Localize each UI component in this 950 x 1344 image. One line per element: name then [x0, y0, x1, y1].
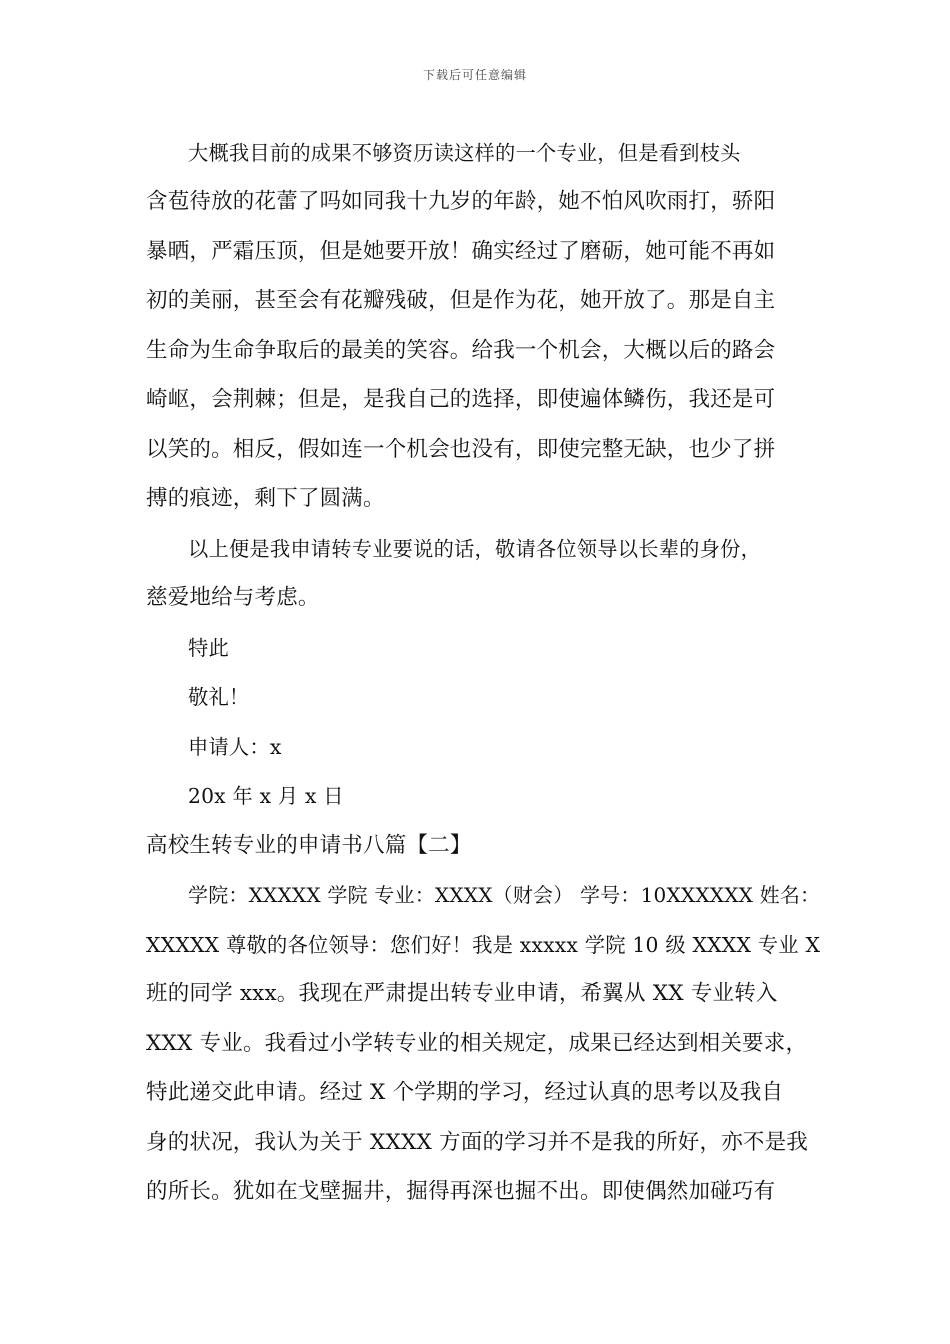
paragraph-line: 崎岖，会荆棘；但是，是我自己的选择，即使遍体鳞伤，我还是可 [146, 387, 776, 412]
paragraph-line: 暴晒，严霜压顶，但是她要开放！确实经过了磨砺，她可能不再如 [146, 239, 776, 264]
date-line: 20x 年 x 月 x 日 [188, 784, 344, 808]
paragraph-line: 生命为生命争取后的最美的笑容。给我一个机会，大概以后的路会 [146, 338, 776, 363]
page-header: 下载后可任意编辑 [422, 68, 527, 82]
paragraph-line: 班的同学 xxx。我现在严肃提出转专业申请，希翼从 XX 专业转入 [146, 981, 778, 1006]
paragraph-line: 初的美丽，甚至会有花瓣残破，但是作为花，她开放了。那是自主 [146, 288, 776, 313]
paragraph-line: 特此递交此申请。经过 X 个学期的学习，经过认真的思考以及我自 [146, 1080, 784, 1105]
paragraph-line: 以笑的。相反，假如连一个机会也没有，即使完整无缺，也少了拼 [146, 437, 776, 462]
closing-remark: 特此 [188, 636, 229, 660]
paragraph-line: 搏的痕迹，剩下了圆满。 [146, 486, 385, 511]
salutation: 敬礼！ [188, 685, 250, 709]
paragraph-line: 大概我目前的成果不够资历读这样的一个专业，但是看到枝头 [188, 141, 741, 165]
applicant-line: 申请人：x [188, 735, 282, 759]
paragraph-line: 身的状况，我认为关于 XXXX 方面的学习并不是我的所好，亦不是我 [146, 1130, 808, 1155]
paragraph-line: XXXXX 尊敬的各位领导：您们好！我是 xxxxx 学院 10 级 XXXX 专业 X [146, 933, 821, 957]
paragraph-line: 的所长。犹如在戈壁掘井，掘得再深也掘不出。即使偶然加碰巧有 [146, 1179, 776, 1204]
paragraph-line: 以上便是我申请转专业要说的话，敬请各位领导以长辈的身份， [188, 537, 762, 561]
paragraph-line: 学院：XXXXX 学院 专业：XXXX（财会） 学号：10XXXXXX 姓名： [188, 883, 821, 907]
section-title: 高校生转专业的申请书八篇【二】 [146, 833, 472, 858]
paragraph-line: 慈爱地给与考虑。 [146, 585, 320, 610]
paragraph-line: 含苞待放的花蕾了吗如同我十九岁的年龄，她不怕风吹雨打，骄阳 [146, 189, 776, 214]
paragraph-line: XXX 专业。我看过小学转专业的相关规定，成果已经达到相关要求， [146, 1031, 808, 1056]
